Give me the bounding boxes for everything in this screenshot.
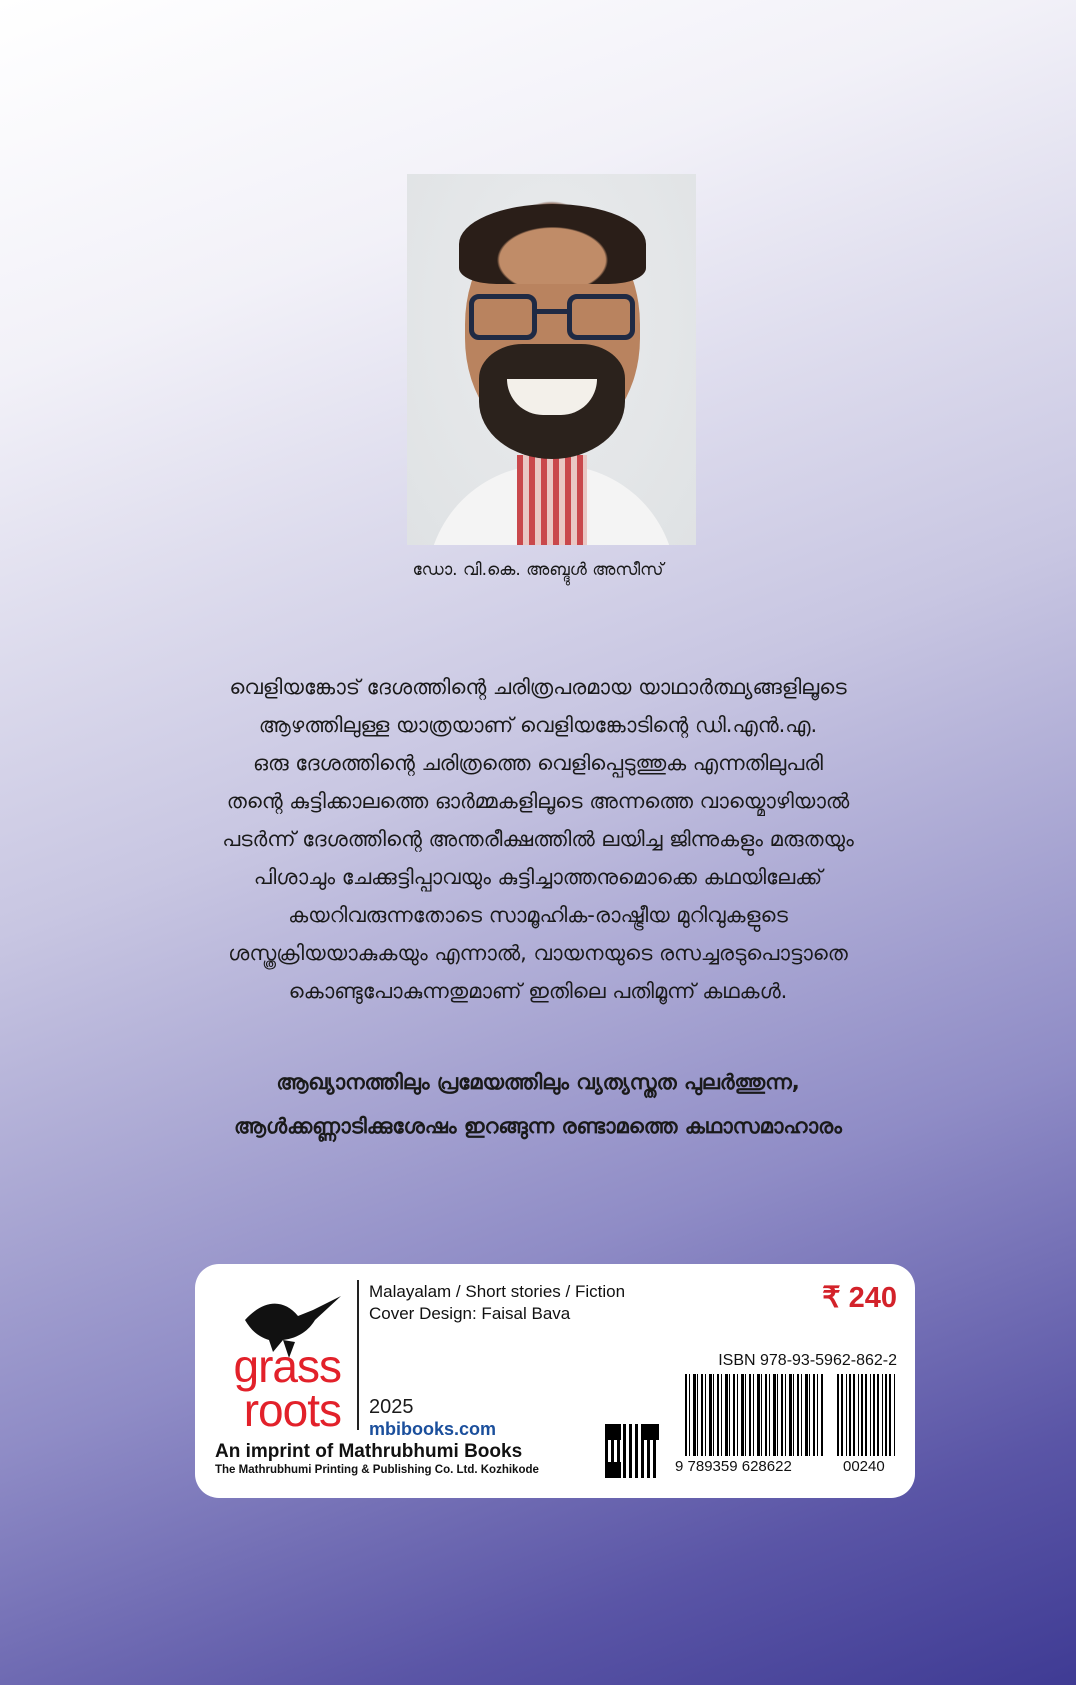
barcode-number: 9 789359 628622 xyxy=(675,1458,792,1475)
tagline-line: ആൾക്കണ്ണാടിക്കുശേഷം ഇറങ്ങുന്ന രണ്ടാമത്തെ കഥാസമാഹാരം xyxy=(234,1114,842,1138)
qr-code-icon[interactable] xyxy=(605,1424,659,1478)
website-link[interactable]: mbibooks.com xyxy=(369,1419,497,1439)
publication-year: 2025 xyxy=(369,1396,414,1418)
blurb-line: പടർന്ന് ദേശത്തിന്റെ അന്തരീക്ഷത്തിൽ ലയിച്ച ജിന്നുകളും മരുതയും xyxy=(222,827,854,851)
isbn-text: ISBN 978-93-5962-862-2 xyxy=(718,1352,897,1369)
divider xyxy=(357,1280,359,1430)
genre-text: Malayalam / Short stories / Fiction xyxy=(369,1282,626,1301)
cover-design-text: Cover Design: Faisal Bava xyxy=(369,1304,571,1323)
price: ₹ 240 xyxy=(822,1282,897,1314)
blurb-line: വെളിയങ്കോട് ദേശത്തിന്റെ ചരിത്രപരമായ യാഥാർത്ഥ്യങ്ങളിലൂടെ xyxy=(229,675,847,699)
publisher-panel xyxy=(195,1264,915,1498)
author-photo xyxy=(407,174,696,545)
isbn-barcode xyxy=(685,1374,823,1456)
tagline-line: ആഖ്യാനത്തിലും പ്രമേയത്തിലും വ്യത്യസ്തത പുലർത്തുന്ന, xyxy=(276,1070,800,1094)
grassroots-logo xyxy=(217,1340,341,1436)
author-name: ഡോ. വി.കെ. അബ്ദുൾ അസീസ് xyxy=(412,560,664,580)
printer-text: The Mathrubhumi Printing & Publishing Co. Ltd. Kozhikode xyxy=(215,1464,539,1476)
blurb-line: ആഴത്തിലുള്ള യാത്രയാണ് വെളിയങ്കോടിന്റെ ഡി.എൻ.എ. xyxy=(258,713,818,737)
imprint-text: An imprint of Mathrubhumi Books xyxy=(215,1441,523,1462)
blurb-line: കയറിവരുന്നതോടെ സാമൂഹിക-രാഷ്ട്രീയ മുറിവുകളുടെ xyxy=(288,903,788,927)
blurb-line: ശസ്ത്രക്രിയയാകുകയും എന്നാൽ, വായനയുടെ രസച്ചരടുപൊട്ടാതെ xyxy=(228,941,848,965)
blurb-line: ഒരു ദേശത്തിന്റെ ചരിത്രത്തെ വെളിപ്പെടുത്തുക എന്നതിലുപരി xyxy=(253,751,823,775)
book-tagline xyxy=(140,1060,936,1148)
addon-barcode xyxy=(837,1374,895,1456)
blurb-line: തന്റെ കുട്ടിക്കാലത്തെ ഓർമ്മകളിലൂടെ അന്നത്തെ വായ്മൊഴിയാൽ xyxy=(226,789,850,813)
book-blurb xyxy=(140,668,936,1010)
blurb-line: കൊണ്ടുപോകുന്നതുമാണ് ഇതിലെ പതിമൂന്ന് കഥകൾ. xyxy=(288,979,788,1003)
barcode-addon-number: 00240 xyxy=(843,1458,885,1475)
blurb-line: പിശാചും ചേക്കുട്ടിപ്പാവയും കുട്ടിച്ചാത്തനുമൊക്കെ കഥയിലേക്ക് xyxy=(253,865,823,889)
logo-line: roots xyxy=(243,1384,341,1436)
logo-line: grass xyxy=(233,1340,341,1392)
